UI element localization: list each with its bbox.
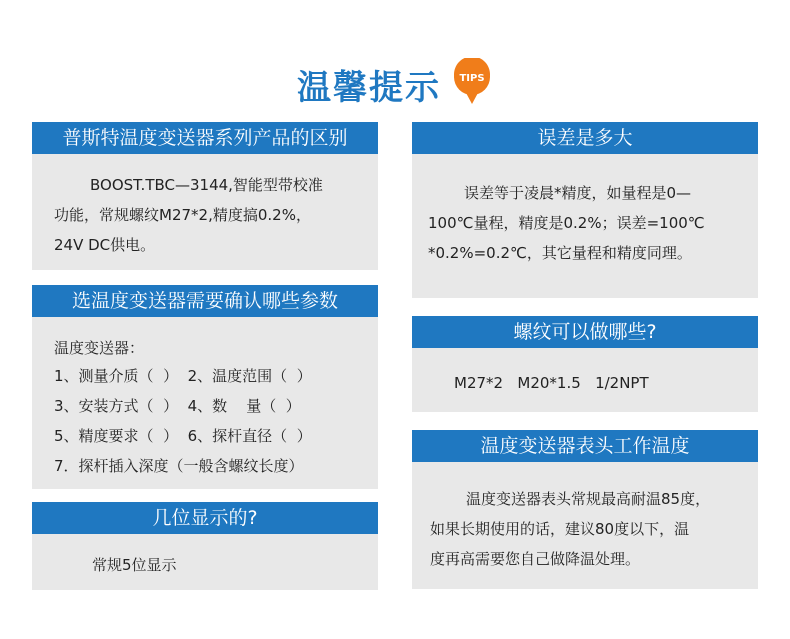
error-line-3: *0.2%=0.2℃，其它量程和精度同理。 (428, 244, 692, 262)
error-card-body (412, 154, 758, 298)
params-card (32, 285, 378, 489)
params-row-3: 5、精度要求（ ） 6、探杆直径（ ） (54, 427, 312, 445)
params-intro: 温度变送器： (54, 339, 145, 357)
difference-line-1: BOOST.TBC—3144,智能型带校准 (90, 176, 323, 194)
head-temp-line-3: 度再高需要您自己做降温处理。 (430, 550, 641, 568)
head-temp-line-2: 如果长期使用的话，建议80度以下，温 (430, 520, 690, 538)
head-temp-line-1: 温度变送器表头常规最高耐温85度， (466, 490, 711, 508)
error-line-1: 误差等于凌晨*精度，如量程是0— (464, 184, 692, 202)
head-temp-card-header: 温度变送器表头工作温度 (412, 430, 758, 462)
threads-card-header: 螺纹可以做哪些? (412, 316, 758, 348)
page-header (0, 58, 790, 108)
params-card-body (32, 317, 378, 489)
params-card-header: 选温度变送器需要确认哪些参数 (32, 285, 378, 317)
threads-text: M27*2 M20*1.5 1/2NPT (454, 374, 649, 392)
error-card (412, 122, 758, 298)
page-title: 温馨提示 (297, 68, 441, 108)
difference-card (32, 122, 378, 270)
difference-card-header: 普斯特温度变送器系列产品的区别 (32, 122, 378, 154)
threads-card (412, 316, 758, 412)
params-row-4: 7．探杆插入深度（一般含螺纹长度） (54, 457, 304, 475)
display-card-header: 几位显示的? (32, 502, 378, 534)
tips-badge-icon (451, 58, 493, 106)
display-text: 常规5位显示 (92, 556, 177, 574)
display-card-body (32, 534, 378, 590)
error-line-2: 100℃量程，精度是0.2%；误差=100℃ (428, 214, 705, 232)
difference-card-body (32, 154, 378, 270)
params-row-1: 1、测量介质（ ） 2、温度范围（ ） (54, 367, 312, 385)
threads-card-body (412, 348, 758, 412)
display-card (32, 502, 378, 590)
head-temp-card (412, 430, 758, 589)
params-row-2: 3、安装方式（ ） 4、数 量（ ） (54, 397, 301, 415)
error-card-header: 误差是多大 (412, 122, 758, 154)
difference-line-2: 功能，常规螺纹M27*2,精度搞0.2%， (54, 206, 311, 224)
difference-line-3: 24V DC供电。 (54, 236, 156, 254)
head-temp-card-body (412, 462, 758, 589)
tips-badge-label: TIPS (459, 73, 485, 84)
